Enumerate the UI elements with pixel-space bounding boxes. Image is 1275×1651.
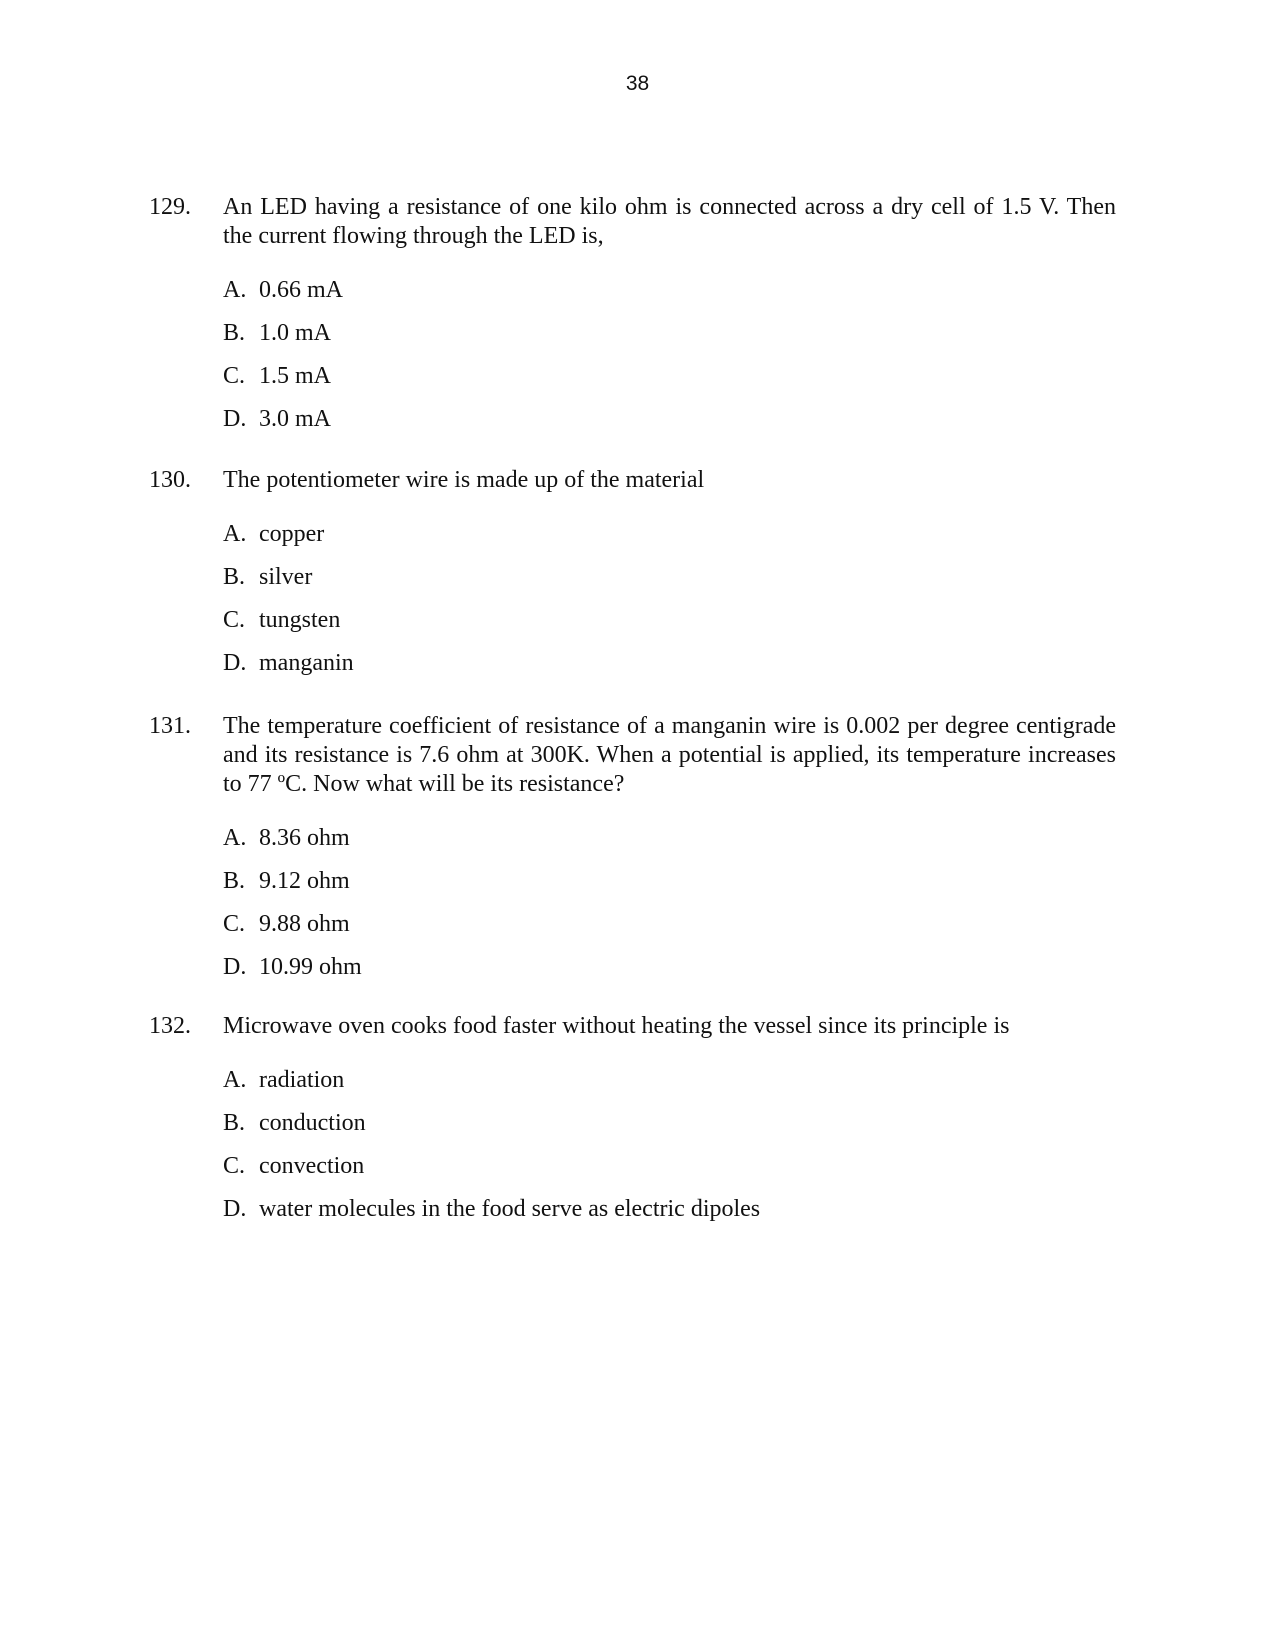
option-letter: D.: [223, 650, 247, 676]
question-number: 132.: [149, 1013, 191, 1039]
option-a: [223, 1066, 1119, 1109]
option-text: 0.66 mA: [259, 277, 343, 303]
option-text: 10.99 ohm: [259, 954, 362, 980]
option-text: copper: [259, 521, 325, 547]
option-c: [223, 1152, 1119, 1195]
option-d: [223, 953, 1119, 996]
options-list: [223, 824, 1119, 996]
option-text: radiation: [259, 1067, 345, 1093]
option-a: [223, 520, 1119, 563]
page-number: 38: [625, 72, 650, 95]
option-a: [223, 824, 1119, 867]
option-letter: D.: [223, 954, 247, 980]
question-number: 131.: [149, 713, 191, 739]
option-b: [223, 1109, 1119, 1152]
option-letter: A.: [223, 825, 247, 851]
options-list: [223, 1066, 1119, 1238]
option-b: [223, 563, 1119, 606]
option-d: [223, 405, 1119, 448]
option-letter: B.: [223, 868, 246, 894]
option-text: conduction: [259, 1110, 366, 1136]
option-text: 9.12 ohm: [259, 868, 350, 894]
option-c: [223, 362, 1119, 405]
option-letter: D.: [223, 406, 247, 432]
option-text: 9.88 ohm: [259, 911, 350, 937]
option-letter: C.: [223, 363, 246, 389]
option-b: [223, 319, 1119, 362]
option-text: water molecules in the food serve as electric dipoles: [259, 1196, 761, 1222]
option-text: 8.36 ohm: [259, 825, 350, 851]
option-d: [223, 649, 1119, 692]
option-letter: B.: [223, 320, 246, 346]
question-number: 129.: [149, 194, 191, 220]
question-text: The temperature coefficient of resistance of a manganin wire is 0.002 per degree centigrade and its resistance is 7.6 ohm at 300K. When a potential is applied, its temperature increases to 77 ºC. Now what will be its resistance?: [223, 713, 1116, 797]
options-list: [223, 520, 1119, 692]
option-letter: B.: [223, 564, 246, 590]
option-text: tungsten: [259, 607, 341, 633]
question-130: [149, 466, 1119, 692]
option-text: 1.0 mA: [259, 320, 331, 346]
option-text: convection: [259, 1153, 365, 1179]
question-131: [149, 712, 1119, 996]
option-text: 1.5 mA: [259, 363, 331, 389]
option-c: [223, 910, 1119, 953]
option-letter: A.: [223, 277, 247, 303]
option-letter: A.: [223, 1067, 247, 1093]
option-text: silver: [259, 564, 313, 590]
question-text: The potentiometer wire is made up of the material: [223, 467, 705, 493]
question-132: [149, 1012, 1119, 1238]
option-d: [223, 1195, 1119, 1238]
option-letter: D.: [223, 1196, 247, 1222]
option-letter: B.: [223, 1110, 246, 1136]
options-list: [223, 276, 1119, 448]
question-129: [149, 193, 1119, 448]
option-b: [223, 867, 1119, 910]
question-text: An LED having a resistance of one kilo ohm is connected across a dry cell of 1.5 V. Then the current flowing through the LED is,: [223, 194, 1116, 249]
option-letter: C.: [223, 1153, 246, 1179]
question-number: 130.: [149, 467, 191, 493]
option-letter: C.: [223, 911, 246, 937]
option-letter: A.: [223, 521, 247, 547]
option-text: manganin: [259, 650, 354, 676]
option-letter: C.: [223, 607, 246, 633]
option-text: 3.0 mA: [259, 406, 331, 432]
question-text: Microwave oven cooks food faster without heating the vessel since its principle is: [223, 1013, 1010, 1039]
option-c: [223, 606, 1119, 649]
option-a: [223, 276, 1119, 319]
